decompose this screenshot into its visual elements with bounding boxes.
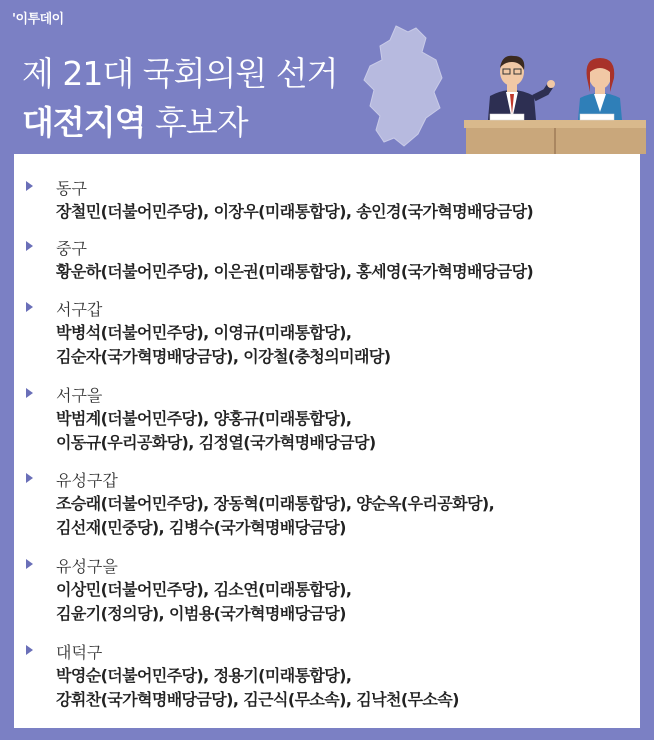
district-name: 유성구갑: [56, 471, 118, 490]
candidate-line: 김선재(민중당), 김병수(국가혁명배당금당): [56, 518, 346, 537]
bullet-icon: [26, 302, 33, 312]
district-name: 대덕구: [56, 643, 103, 662]
district-name: 서구갑: [56, 300, 103, 319]
newscaster-illustration: [460, 48, 646, 154]
candidate-line: 김순자(국가혁명배당금당), 이강철(충청의미래당): [56, 347, 391, 366]
candidate-line: 박병석(더불어민주당), 이영규(미래통합당),: [56, 323, 352, 342]
page-subtitle: [22, 97, 248, 144]
bullet-icon: [26, 645, 33, 655]
candidate-line: 황운하(더불어민주당), 이은권(미래통합당), 홍세영(국가혁명배당금당): [56, 262, 534, 281]
district-name: 동구: [56, 179, 87, 198]
candidate-line: 조승래(더불어민주당), 장동혁(미래통합당), 양순옥(우리공화당),: [56, 494, 495, 513]
candidate-line: 김윤기(정의당), 이범용(국가혁명배당금당): [56, 604, 346, 623]
bullet-icon: [26, 181, 33, 191]
bullet-icon: [26, 473, 33, 483]
candidates-panel: [14, 154, 640, 728]
bullet-icon: [26, 388, 33, 398]
bullet-icon: [26, 559, 33, 569]
bullet-icon: [26, 241, 33, 251]
district-name: 유성구을: [56, 557, 118, 576]
region-title: 대전지역: [22, 103, 146, 142]
candidate-line: 이상민(더불어민주당), 김소연(미래통합당),: [56, 580, 352, 599]
candidate-line: 강휘찬(국가혁명배당금당), 김근식(무소속), 김낙천(무소속): [56, 690, 459, 709]
district-name: 중구: [56, 239, 87, 258]
brand-logo: '이투데이: [12, 12, 64, 27]
district-name: 서구을: [56, 386, 103, 405]
candidate-line: 박영순(더불어민주당), 정용기(미래통합당),: [56, 666, 352, 685]
daejeon-map-icon: [356, 22, 448, 150]
page-title: 제 21대 국회의원 선거: [22, 54, 338, 93]
candidates-label: 후보자: [155, 103, 248, 142]
candidate-line: 박범계(더불어민주당), 양홍규(미래통합당),: [56, 409, 352, 428]
candidate-line: 이동규(우리공화당), 김정열(국가혁명배당금당): [56, 433, 376, 452]
candidate-line: 장철민(더불어민주당), 이장우(미래통합당), 송인경(국가혁명배당금당): [56, 202, 534, 221]
